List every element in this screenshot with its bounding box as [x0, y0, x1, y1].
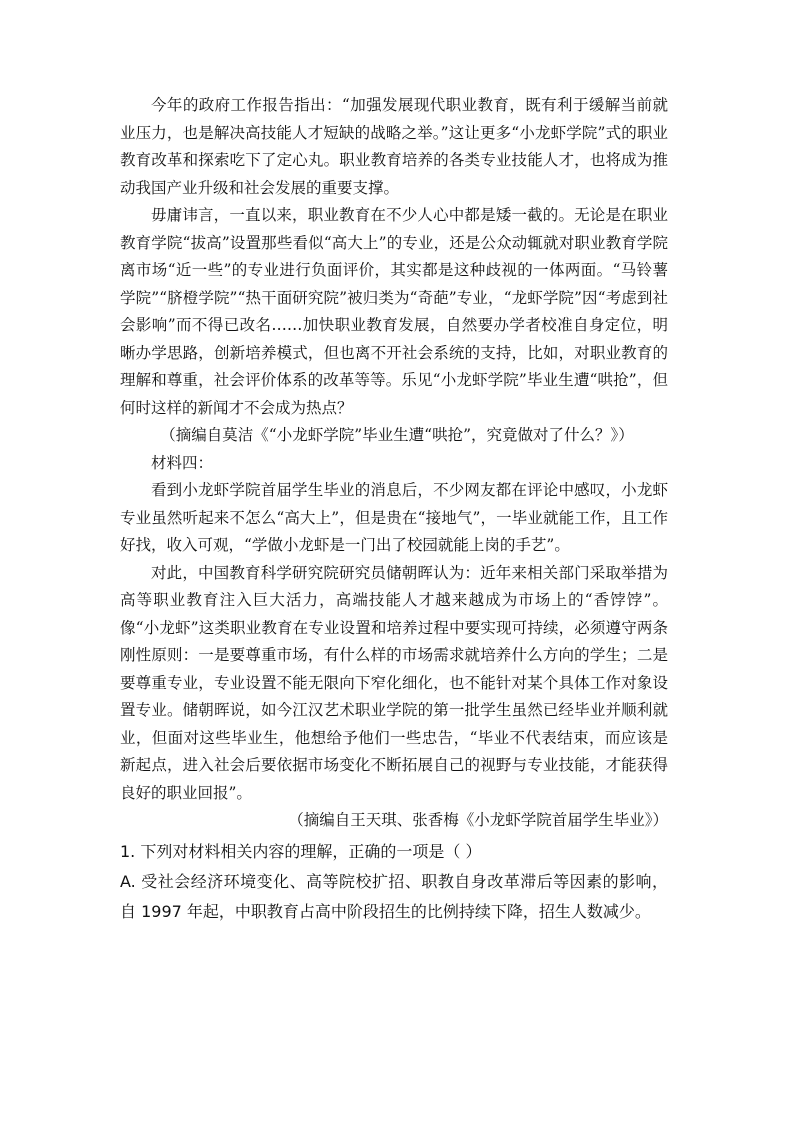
source-citation-1: （摘编自莫洁《“小龙虾学院”毕业生遭“哄抢”，究竟做对了什么？》） — [160, 426, 634, 444]
question-1 — [120, 837, 668, 927]
question-stem: 1. 下列对材料相关内容的理解，正确的一项是（ ） — [120, 841, 482, 861]
material-4-paragraph-2: 对此，中国教育科学研究院研究员储朝晖认为：近年来相关部门采取举措为高等职业教育注入巨大活力，高端技能人才越来越成为市场上的“香饽饽”。像“小龙虾”这类职业教育在专业设置和培养过程中要实现可持续，必须遵守两条刚性原则：一是要尊重市场，有什么样的市场需求就培养什么方向的学生；二是要尊重专业，专业设置不能无限向下窄化细化，也不能针对某个具体工作对象设置专业。储朝晖说，如今江汉艺术职业学院的第一批学生虽然已经毕业并顺利就业，但面对这些毕业生，他想给予他们一些忠告，“毕业不代表结束，而应该是新起点，进入社会后要依据市场变化不断拓展自己的视野与专业技能，才能获得良好的职业回报”。 — [120, 563, 668, 802]
paragraph-1: 今年的政府工作报告指出：“加强发展现代职业教育，既有利于缓解当前就业压力，也是解决高技能人才短缺的战略之举。”这让更多“小龙虾学院”式的职业教育改革和探索吃下了定心丸。职业教育培养的各类专业技能人才，也将成为推动我国产业升级和社会发展的重要支撑。 — [120, 96, 668, 197]
document-body — [120, 92, 668, 927]
source-citation-2: （摘编自王天琪、张香梅《小龙虾学院首届学生毕业》） — [288, 811, 668, 829]
question-option-a: A. 受社会经济环境变化、高等院校扩招、职教自身改革滞后等因素的影响，自 1997 年起，中职教育占高中阶段招生的比例持续下降，招生人数减少。 — [120, 871, 668, 921]
material-4-heading: 材料四： — [151, 453, 214, 472]
paragraph-2: 毋庸讳言，一直以来，职业教育在不少人心中都是矮一截的。无论是在职业教育学院“拔高”设置那些看似“高大上”的专业，还是公众动辄就对职业教育学院离市场“近一些”的专业进行负面评价，其实都是这种歧视的一体两面。“马铃薯学院”“脐橙学院”“热干面研究院”被归类为“奇葩”专业，“龙虾学院”因“考虑到社会影响”而不得已改名……加快职业教育发展，自然要办学者校准自身定位，明晰办学思路，创新培养模式，但也离不开社会系统的支持，比如，对职业教育的理解和尊重，社会评价体系的改革等等。乐见“小龙虾学院”毕业生遭“哄抢”，但何时这样的新闻才不会成为热点？ — [120, 206, 668, 417]
material-4-paragraph-1: 看到小龙虾学院首届学生毕业的消息后，不少网友都在评论中感叹，小龙虾专业虽然听起来不怎么“高大上”，但是贵在“接地气”，一毕业就能工作，且工作好找，收入可观，“学做小龙虾是一门出了校园就能上岗的手艺”。 — [120, 481, 668, 554]
